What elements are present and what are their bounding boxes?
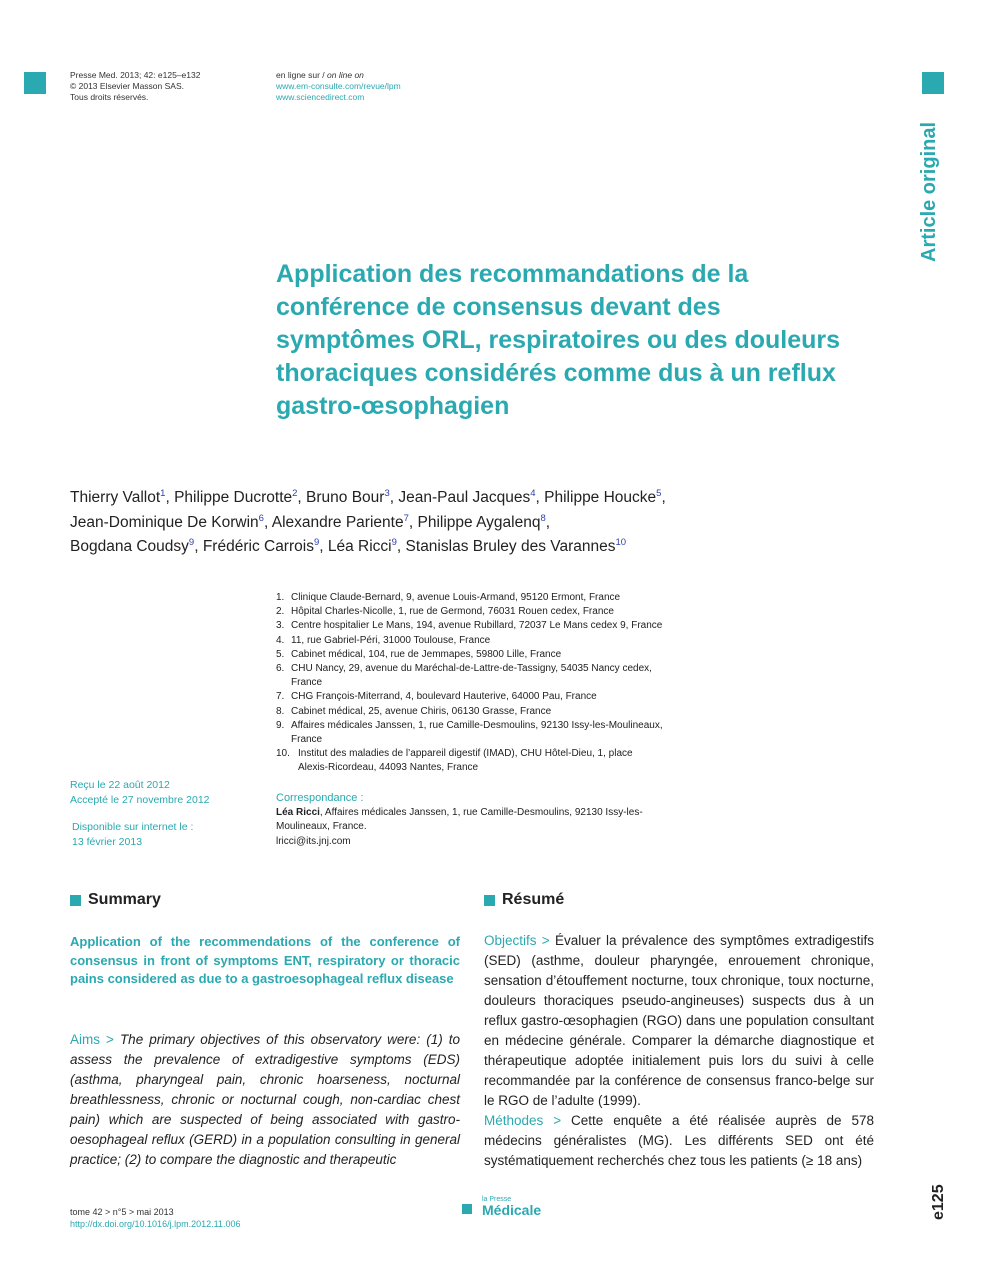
- online-label-fr: en ligne sur /: [276, 70, 328, 80]
- section-square-icon: [484, 895, 495, 906]
- author-affil-ref[interactable]: 3: [384, 488, 390, 499]
- title-line: conférence de consensus devant des: [276, 293, 721, 321]
- objectifs-label: Objectifs >: [484, 933, 555, 948]
- online-info: [276, 70, 401, 103]
- author-affil-ref[interactable]: 10: [615, 537, 627, 549]
- article-title: [276, 258, 886, 423]
- affiliation-item: 9. Affaires médicales Janssen, 1, rue Camille-Desmoulins, 92130 Issy-les-Moulineaux,: [276, 719, 663, 731]
- title-line: gastro-œsophagien: [276, 392, 510, 420]
- received-dates: [70, 778, 210, 807]
- objectifs-text: Évaluer la prévalence des symptômes extradigestifs (SED) (asthme, douleur pharyngée, enrouement chronique, sensation d’étouffement nocturne, toux chronique, toux nocturne, douleurs thoraciques pseudo-angineuses) suspects dus à un reflux gastro-œsophagien (RGO) dans une population consultant en médecine générale. Comparer la démarche diagnostique et thérapeutique adoptée initialement puis lors du suivi à celle recommandée par la conférence de consensus franco-belge sur le RGO de l’adulte (1999).: [484, 933, 874, 1108]
- correspondence-address-2: Moulineaux, France.: [276, 821, 367, 832]
- received-date: Reçu le 22 août 2012: [70, 779, 170, 791]
- methodes-text: Cette enquête a été réalisée auprès de 578 médecins généralistes (MG). Les différents SED ont été systématiquement recherchés chez tous les patients (≥ 18 ans): [484, 1113, 875, 1168]
- title-line: Application des recommandations de la: [276, 260, 749, 288]
- author-name: Frédéric Carrois: [202, 538, 314, 556]
- summary-body: [70, 1030, 460, 1170]
- affiliation-item: 10. Institut des maladies de l’appareil digestif (IMAD), CHU Hôtel-Dieu, 1, place: [276, 748, 633, 760]
- correspondence-address: , Affaires médicales Janssen, 1, rue Camille-Desmoulins, 92130 Issy-les-: [319, 806, 643, 818]
- author-name: Bruno Bour: [306, 489, 385, 507]
- author-affil-ref[interactable]: 5: [656, 488, 662, 499]
- author-name: Bogdana Coudsy: [70, 538, 189, 556]
- author-affil-ref[interactable]: 8: [540, 512, 546, 524]
- aims-label: Aims >: [70, 1032, 120, 1047]
- summary-heading: Summary: [70, 891, 161, 909]
- affiliation-item: 5. Cabinet médical, 104, rue de Jemmapes, 59800 Lille, France: [276, 648, 562, 660]
- url-em-consulte[interactable]: www.em-consulte.com/revue/lpm: [276, 81, 401, 91]
- correspondence-email[interactable]: lricci@its.jnj.com: [276, 835, 351, 847]
- author-affil-ref[interactable]: 7: [403, 512, 409, 524]
- affiliation-item: 2. Hôpital Charles-Nicolle, 1, rue de Germond, 76031 Rouen cedex, France: [276, 606, 614, 618]
- author-affil-ref[interactable]: 6: [258, 512, 264, 524]
- author-list: Thierry Vallot$^1$, Philippe Ducrotte$^2$, Bruno Bour$^3$, Jean-Paul Jacques$^4$, Philippe Houcke$^5$, Jean-Dominique De Korwin$^6$, Alexandre Pariente$^7$, Philippe Aygalenq$^8$, Bogdana Coudsy$^9$, Frédéric Carrois$^9$, Léa Ricci$^9$, Stanislas Bruley des Varannes$^{10}$: [70, 488, 666, 556]
- available-date: 13 février 2013: [72, 835, 143, 848]
- resume-body: [484, 931, 874, 1171]
- summary-title: Application of the recommendations of the conference of consensus in front of symptoms ENT, respiratory or thoracic pains considered as due to a gastroesophageal reflux disease: [70, 934, 460, 986]
- section-square-icon: [70, 895, 81, 906]
- author-name: Stanislas Bruley des Varannes: [405, 538, 616, 556]
- corner-square-right: [922, 72, 944, 94]
- affiliation-item: 1. Clinique Claude-Bernard, 9, avenue Louis-Armand, 95120 Ermont, France: [276, 592, 621, 603]
- journal-info: [70, 70, 200, 103]
- author-affil-ref[interactable]: 1: [160, 488, 166, 499]
- author-affil-ref[interactable]: 2: [292, 488, 298, 499]
- issue-info: tome 42 > n°5 > mai 2013: [70, 1207, 174, 1217]
- logo-line-2: Médicale: [482, 1202, 542, 1218]
- author-name: Philippe Houcke: [544, 489, 657, 507]
- available-label: Disponible sur internet le :: [72, 821, 194, 833]
- logo-line-1: la Presse: [482, 1196, 512, 1203]
- corner-square-left: [24, 72, 46, 94]
- affiliation-item: 4. 11, rue Gabriel-Péri, 31000 Toulouse, France: [276, 634, 491, 646]
- affiliation-continuation: Alexis-Ricordeau, 44093 Nantes, France: [298, 762, 479, 774]
- author-affil-ref[interactable]: 4: [530, 488, 536, 499]
- online-label-en: on line on: [327, 70, 364, 80]
- affiliation-list: [276, 591, 706, 776]
- author-name: Philippe Ducrotte: [174, 489, 293, 507]
- author-affil-ref[interactable]: 9: [188, 537, 195, 549]
- title-line: symptômes ORL, respiratoires ou des douleurs: [276, 326, 841, 354]
- affiliation-item: 3. Centre hospitalier Le Mans, 194, avenue Rubillard, 72037 Le Mans cedex 9, France: [276, 620, 663, 632]
- article-type-label: Article original: [918, 121, 940, 262]
- affiliation-item: 6. CHU Nancy, 29, avenue du Maréchal-de-Lattre-de-Tassigny, 54035 Nancy cedex,: [276, 663, 652, 675]
- author-name: Jean-Dominique De Korwin: [70, 513, 259, 531]
- footer-info: [70, 1206, 240, 1230]
- affiliation-continuation: France: [291, 677, 323, 689]
- author-affil-ref[interactable]: 9: [313, 537, 320, 549]
- rights: Tous droits réservés.: [70, 92, 149, 102]
- page-number: e125: [930, 1184, 947, 1220]
- aims-text: The primary objectives of this observatory were: (1) to assess the prevalence of extradigestive symptoms (EDS) (asthma, pharyngeal pain, chronic hoarseness, nocturnal breathlessness, chronic or nocturnal cough, non-cardiac chest pain) which are suspected of being associated with gastro-oesophageal reflux (GERD) in a population consulting in general practice; (2) to compare the diagnostic and therapeutic: [70, 1032, 460, 1167]
- correspondence-name: Léa Ricci: [276, 806, 320, 818]
- author-name: Jean-Paul Jacques: [398, 489, 531, 507]
- doi-link[interactable]: http://dx.doi.org/10.1016/j.lpm.2012.11.006: [70, 1219, 241, 1229]
- journal-citation: Presse Med. 2013; 42: e125–e132: [70, 70, 201, 80]
- affiliation-continuation: France: [291, 734, 323, 746]
- title-line: thoraciques considérés comme dus à un reflux: [276, 359, 836, 387]
- methodes-label: Méthodes >: [484, 1113, 572, 1128]
- url-sciencedirect[interactable]: www.sciencedirect.com: [276, 92, 365, 102]
- affiliation-item: 7. CHG François-Miterrand, 4, boulevard Hauterive, 64000 Pau, France: [276, 691, 597, 703]
- correspondence: [276, 791, 686, 849]
- copyright: © 2013 Elsevier Masson SAS.: [70, 81, 184, 91]
- author-affil-ref[interactable]: 9: [391, 537, 397, 549]
- accepted-date: Accepté le 27 novembre 2012: [70, 793, 210, 806]
- online-date: [72, 820, 193, 849]
- author-name: Alexandre Pariente: [271, 513, 404, 531]
- author-name: Philippe Aygalenq: [417, 513, 541, 531]
- logo-square-icon: [462, 1204, 472, 1214]
- resume-heading: Résumé: [484, 891, 564, 909]
- author-name: Léa Ricci: [327, 538, 392, 556]
- affiliation-item: 8. Cabinet médical, 25, avenue Chiris, 06130 Grasse, France: [276, 705, 552, 717]
- journal-logo: [462, 1196, 541, 1217]
- correspondence-label: Correspondance :: [276, 792, 364, 804]
- author-name: Thierry Vallot: [70, 489, 161, 507]
